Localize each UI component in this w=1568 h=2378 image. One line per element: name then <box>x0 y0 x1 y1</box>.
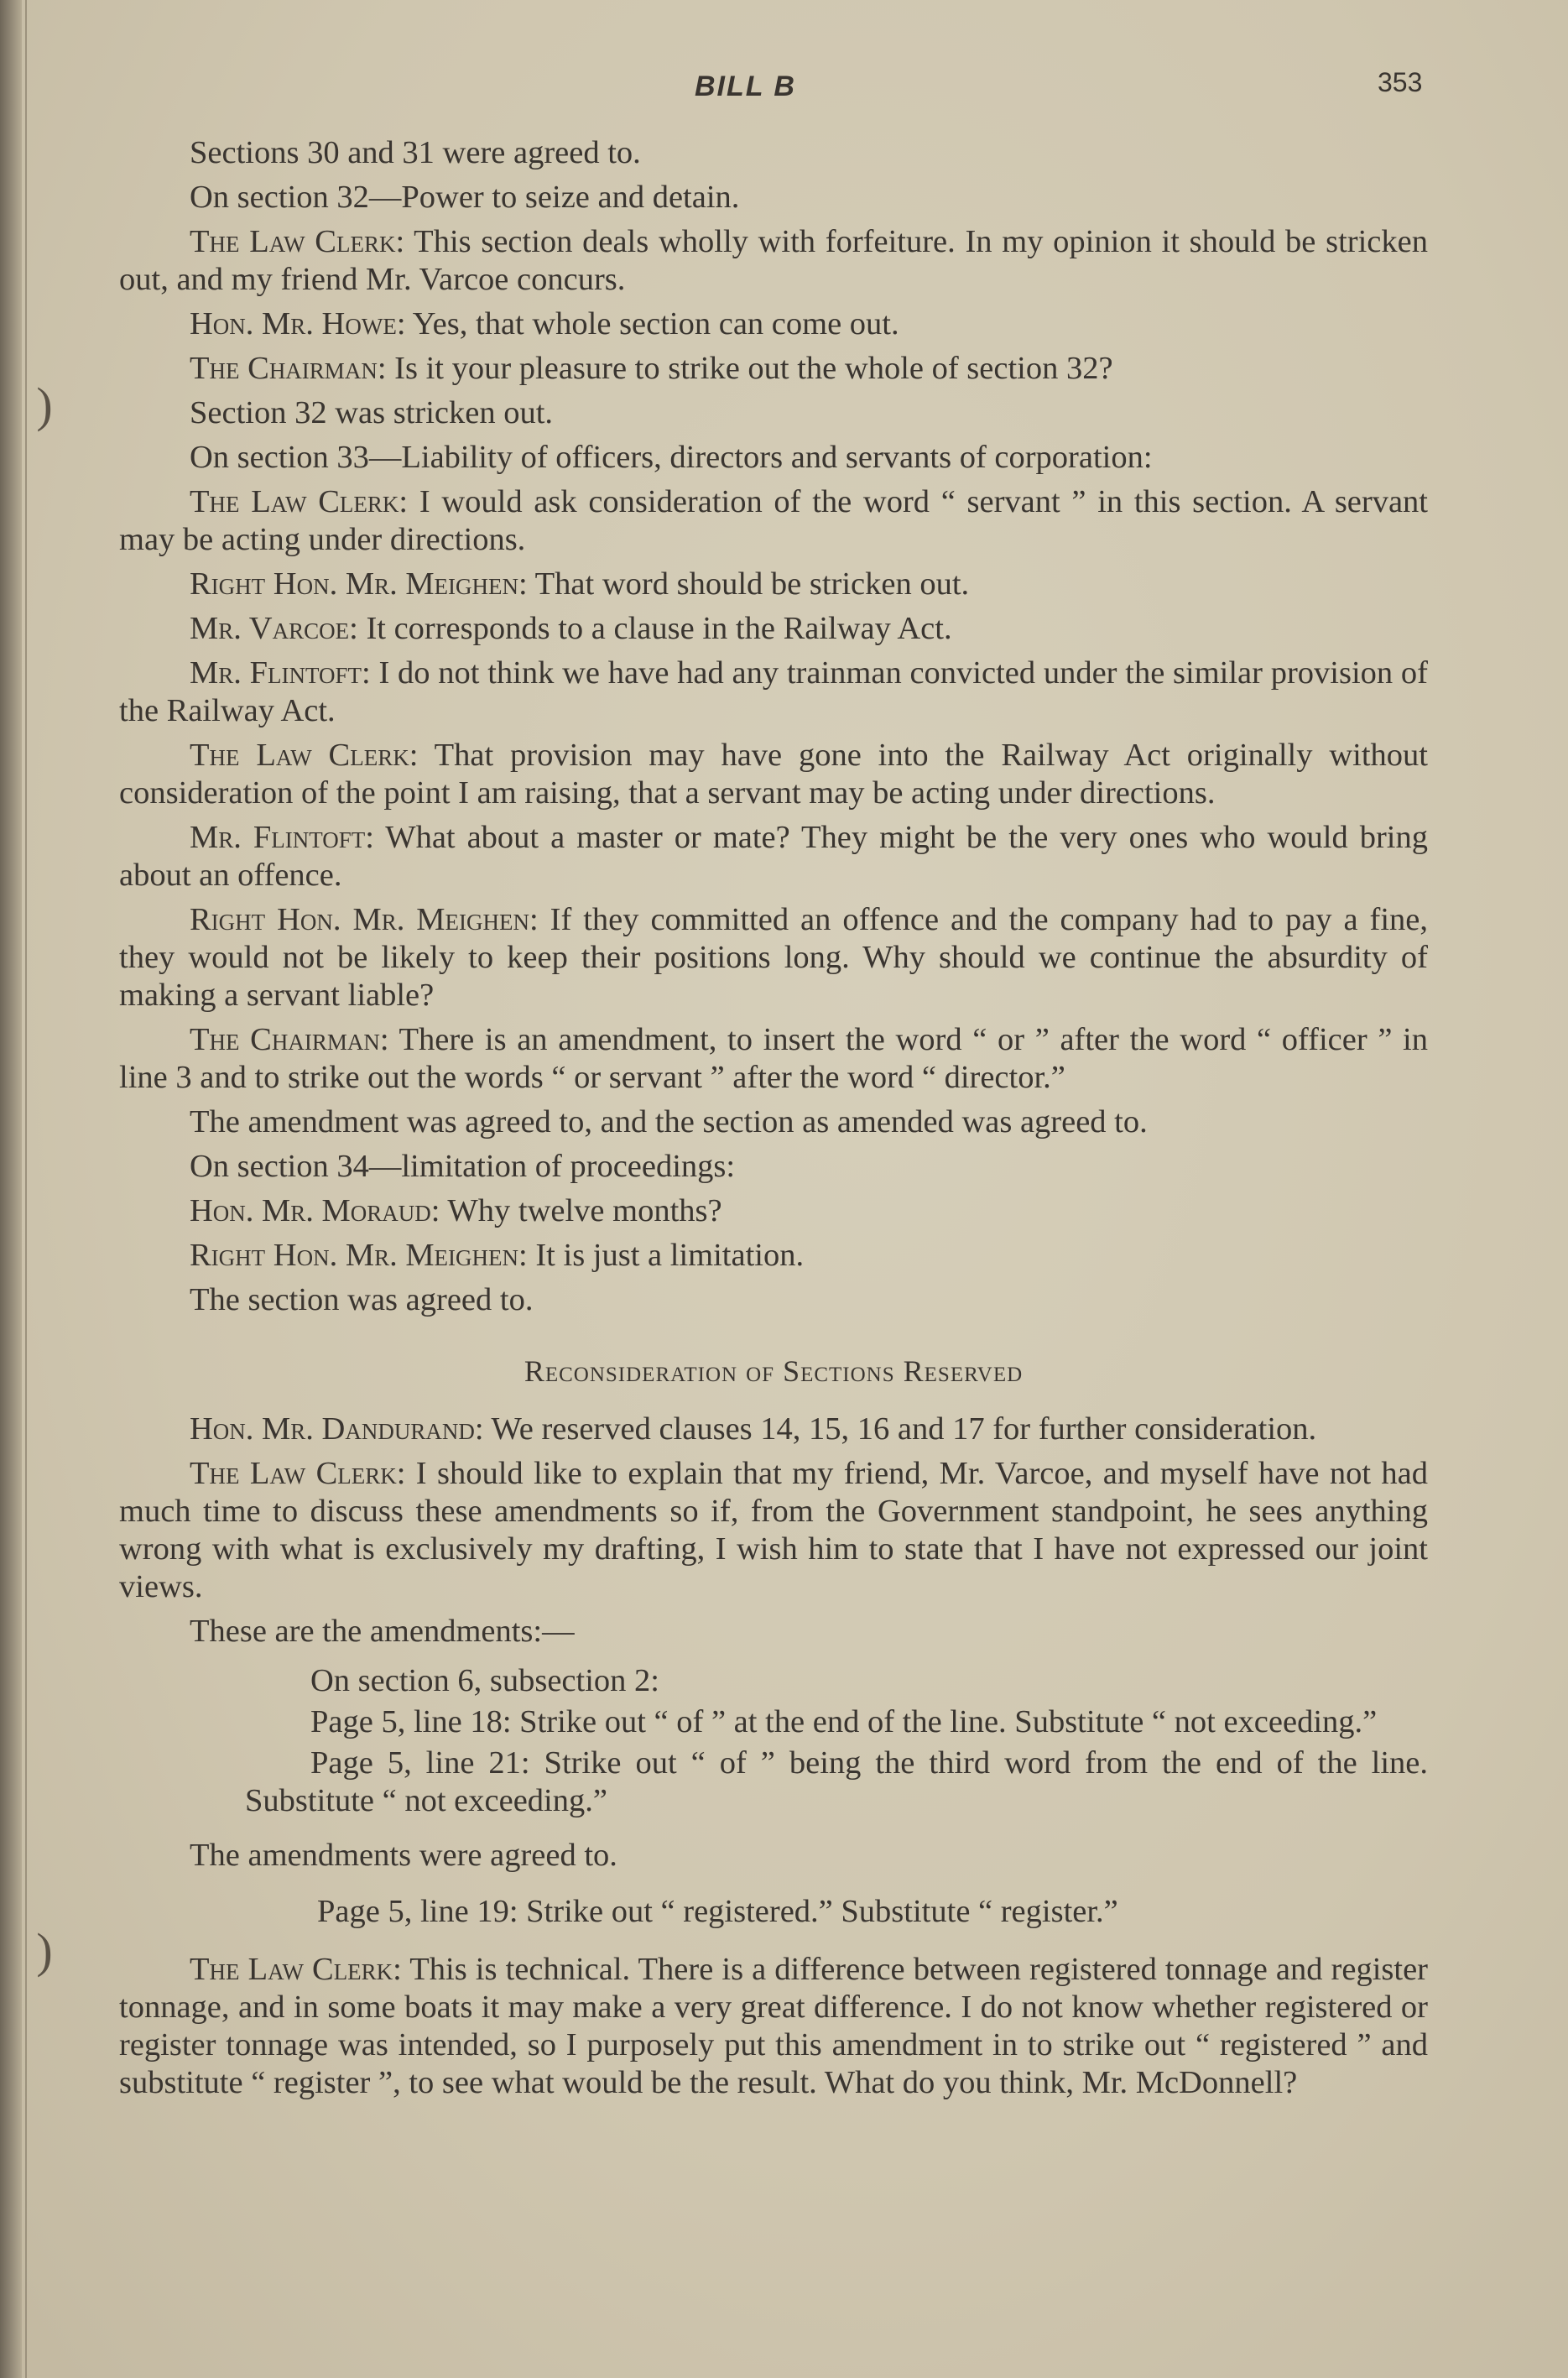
speech-text: This section deals wholly with forfeiture. In my opinion it should be stricken out, and my friend Mr. Varcoe concurs. <box>119 224 1428 297</box>
book-spine-shadow <box>0 0 22 2378</box>
speaker-name: Mr. Varcoe: <box>190 611 358 646</box>
speaker-name: Hon. Mr. Howe: <box>190 306 406 342</box>
speaker-name: Mr. Flintoft: <box>190 655 371 691</box>
speaker-name: Hon. Mr. Moraud: <box>190 1193 440 1228</box>
paragraph: These are the amendments:— <box>190 1614 575 1649</box>
paragraph: On section 33—Liability of officers, directors and servants of corporation: <box>190 440 1153 475</box>
paragraph <box>119 1021 1428 1097</box>
speaker-name: Right Hon. Mr. Meighen: <box>190 1238 528 1273</box>
speech-text: That word should be stricken out. <box>527 566 970 602</box>
paragraph <box>119 1455 1428 1606</box>
speaker-name: The Law Clerk: <box>190 224 405 259</box>
speech-text: What about a master or mate? They might be the very ones who would bring about an offence. <box>119 820 1428 893</box>
section-heading: Reconsideration of Sections Reserved <box>524 1354 1024 1388</box>
paragraph: The amendment was agreed to, and the section as amended was agreed to. <box>190 1104 1148 1139</box>
speech-text: I would ask consideration of the word “ servant ” in this section. A servant may be acting under directions. <box>119 484 1428 557</box>
speech-text: It is just a limitation. <box>527 1238 805 1273</box>
paragraph <box>119 1237 1428 1275</box>
page-header <box>0 65 1568 107</box>
paragraph <box>119 483 1428 559</box>
speech-text: That provision may have gone into the Railway Act originally without consideration of the point I am raising, that a servant may be acting under directions. <box>119 738 1428 811</box>
paragraph: On section 32—Power to seize and detain. <box>190 180 740 215</box>
page-body <box>119 134 1428 2109</box>
paragraph <box>119 819 1428 894</box>
speaker-name: The Law Clerk: <box>190 738 419 773</box>
speech-text: Yes, that whole section can come out. <box>405 306 899 342</box>
amendment-item: Page 5, line 18: Strike out “ of ” at the end of the line. Substitute “ not exceeding.” <box>310 1704 1378 1739</box>
paragraph: Sections 30 and 31 were agreed to. <box>190 135 641 170</box>
speech-text: Is it your pleasure to strike out the whole of section 32? <box>386 351 1113 386</box>
speaker-name: The Law Clerk: <box>190 1952 402 1987</box>
paragraph <box>119 610 1428 648</box>
speaker-name: Mr. Flintoft: <box>190 820 374 855</box>
speech-text: This is technical. There is a difference between registered tonnage and register tonnage, and in some boats it may make a very great difference. I do not know whether registered or register tonnage was intended, so I purposely put this amendment in to strike out “ registered ” and substitute “ register ”, to see what would be the result. What do you think, Mr. McDonnell? <box>119 1952 1428 2100</box>
speech-text: I should like to explain that my friend, Mr. Varcoe, and myself have not had much time to discuss these amendments so if, from the Government standpoint, he sees anything wrong with what is exclusively my drafting, I wish him to state that I have not expressed our joint views. <box>119 1456 1428 1604</box>
speech-text: If they committed an offence and the company had to pay a fine, they would not be likely to keep their positions long. Why should we continue the absurdity of making a servant liable? <box>119 902 1428 1013</box>
amendment-item: On section 6, subsection 2: <box>310 1663 659 1698</box>
amendment-item: Page 5, line 19: Strike out “ registered.” Substitute “ register.” <box>317 1894 1118 1929</box>
speaker-name: The Law Clerk: <box>190 1456 406 1491</box>
paragraph <box>119 305 1428 343</box>
amendment-item: Page 5, line 21: Strike out “ of ” being the third word from the end of the line. Substitute “ not exceeding.” <box>245 1745 1428 1818</box>
page-gutter-line <box>25 0 27 2378</box>
paragraph <box>119 1951 1428 2102</box>
binding-hole-mark: ) <box>36 378 53 432</box>
paragraph <box>119 350 1428 388</box>
speech-text: It corresponds to a clause in the Railway Act. <box>357 611 952 646</box>
paragraph: The amendments were agreed to. <box>190 1838 617 1873</box>
speech-text: We reserved clauses 14, 15, 16 and 17 for further consideration. <box>483 1411 1317 1447</box>
paragraph <box>119 1411 1428 1448</box>
paragraph <box>119 654 1428 730</box>
paragraph <box>119 223 1428 299</box>
speaker-name: Right Hon. Mr. Meighen: <box>190 566 528 602</box>
page-number: 353 <box>1378 67 1423 97</box>
paragraph: Section 32 was stricken out. <box>190 395 554 430</box>
paragraph: The section was agreed to. <box>190 1282 534 1317</box>
speaker-name: The Law Clerk: <box>190 484 409 519</box>
running-title: BILL B <box>695 70 796 102</box>
paragraph <box>119 737 1428 812</box>
paragraph <box>119 901 1428 1014</box>
speaker-name: The Chairman: <box>190 1022 389 1057</box>
speaker-name: The Chairman: <box>190 351 387 386</box>
speaker-name: Hon. Mr. Dandurand: <box>190 1411 484 1447</box>
speech-text: I do not think we have had any trainman convicted under the similar provision of the Railway Act. <box>119 655 1428 728</box>
speaker-name: Right Hon. Mr. Meighen: <box>190 902 539 937</box>
paragraph <box>119 566 1428 603</box>
speech-text: Why twelve months? <box>440 1193 722 1228</box>
speech-text: There is an amendment, to insert the word “ or ” after the word “ officer ” in line 3 and to strike out the words “ or servant ” after the word “ director.” <box>119 1022 1428 1095</box>
paragraph: On section 34—limitation of proceedings: <box>190 1149 736 1184</box>
binding-hole-mark: ) <box>36 1923 53 1978</box>
paragraph <box>119 1192 1428 1230</box>
